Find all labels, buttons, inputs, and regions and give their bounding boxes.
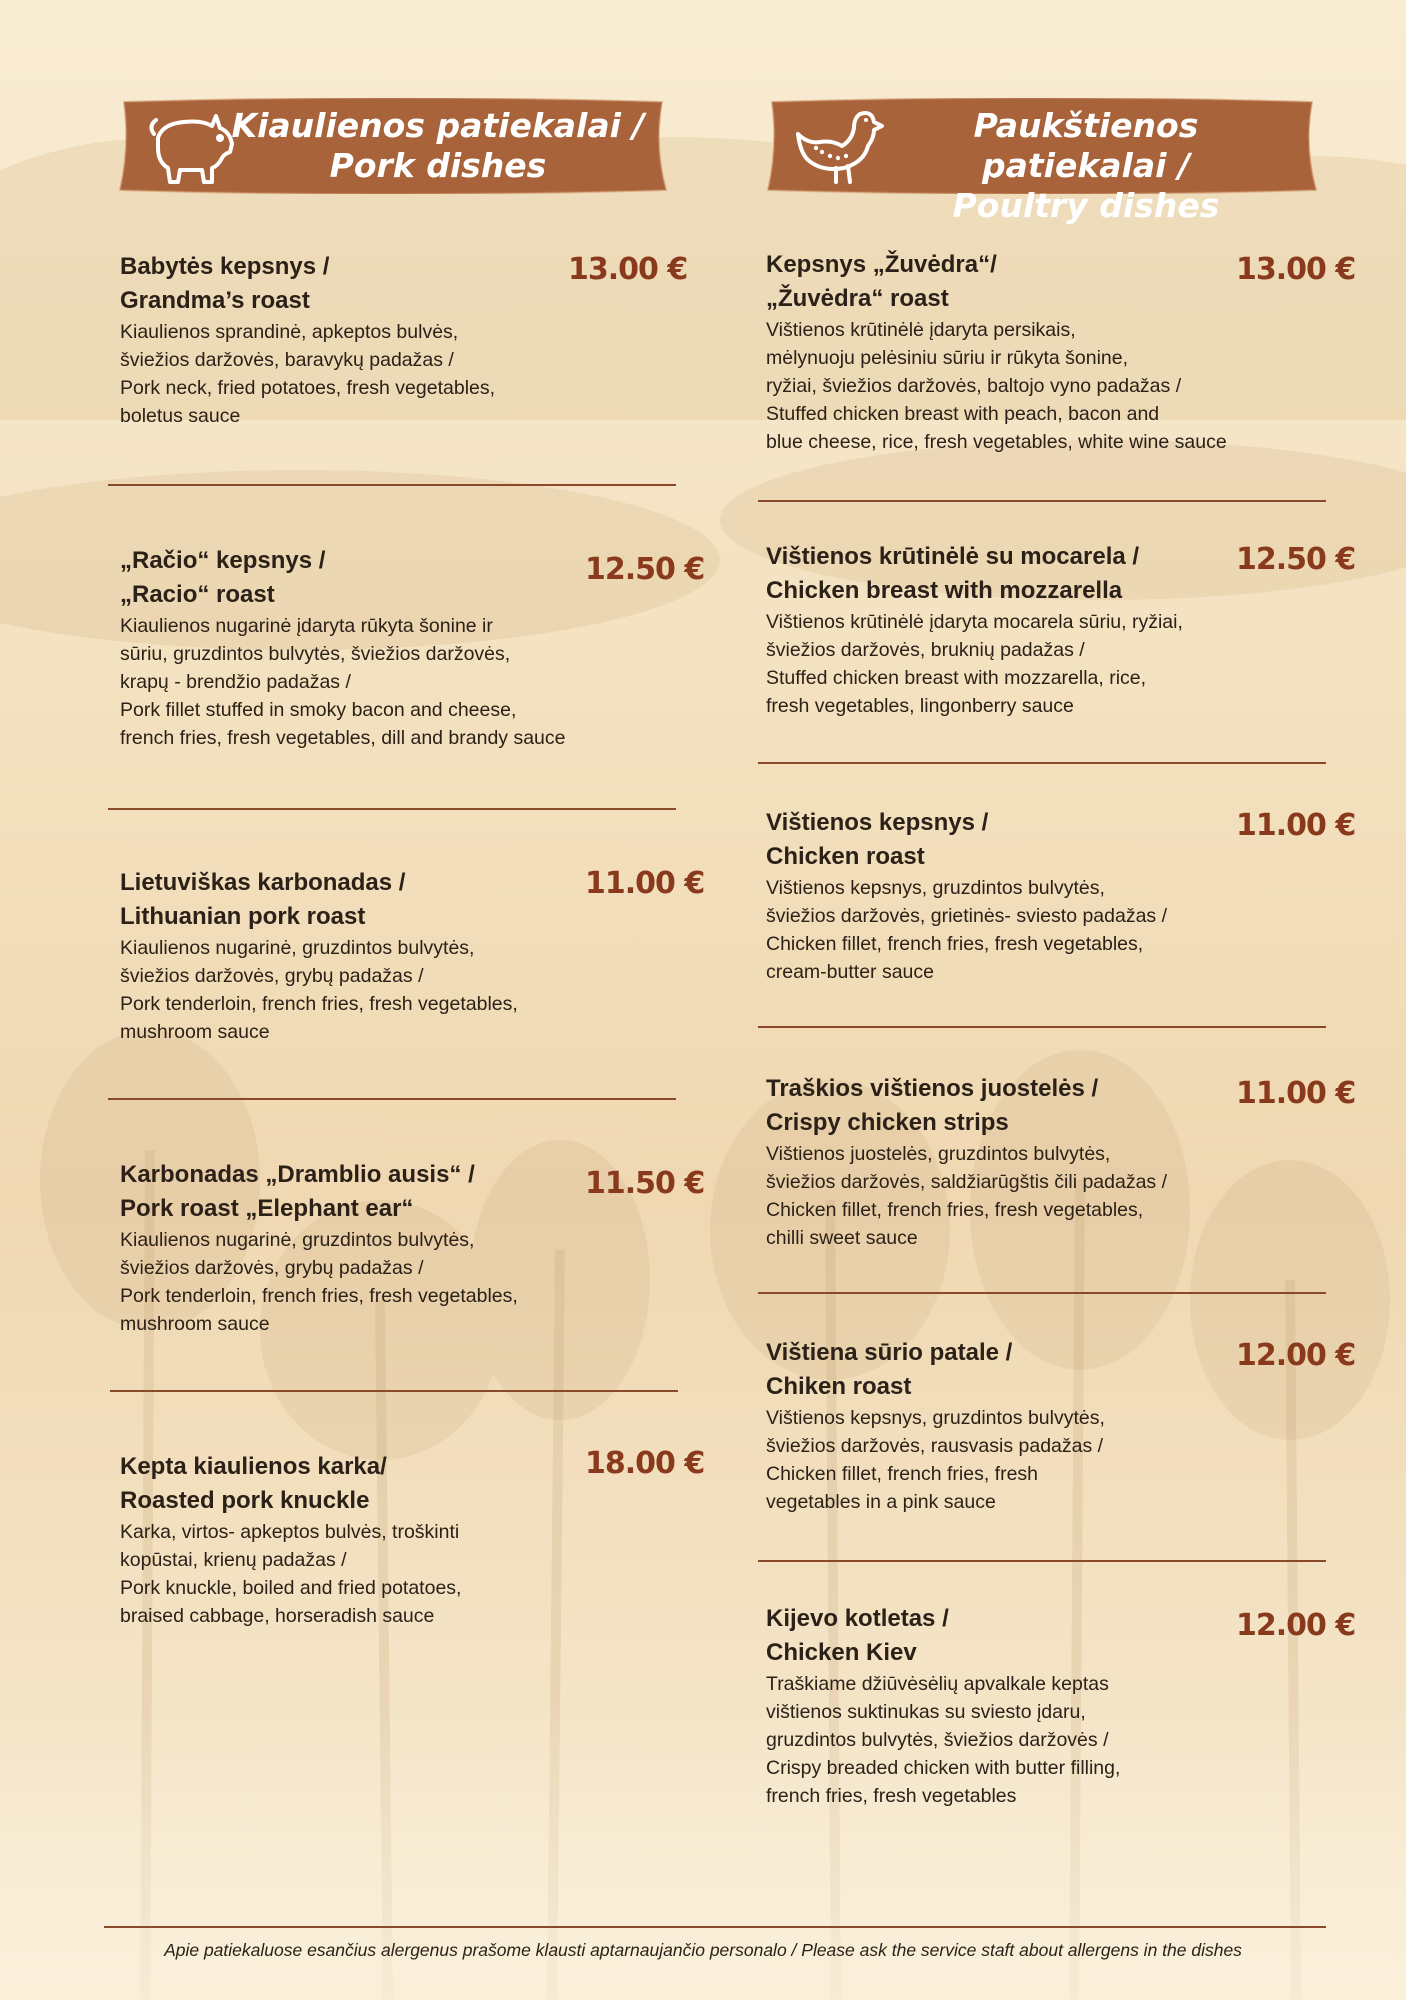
dish-name-line2: „Racio“ roast	[120, 581, 275, 608]
desc-line: mėlynuoju pelėsiniu sūriu ir rūkyta šonine,	[766, 347, 1129, 369]
desc-line: mushroom sauce	[120, 1021, 270, 1043]
divider	[110, 1390, 678, 1392]
desc-line: cream-butter sauce	[766, 961, 934, 983]
dish-name-line1: Vištienos kepsnys /	[766, 809, 989, 836]
dish-price: 12.50 €	[1236, 542, 1356, 577]
dish-price: 11.00 €	[1236, 1076, 1356, 1111]
dish-name-line1: Kijevo kotletas /	[766, 1605, 949, 1632]
dish-name-line1: Kepta kiaulienos karka/	[120, 1453, 387, 1480]
dish-description	[766, 608, 1326, 720]
desc-line: Traškiame džiūvėsėlių apvalkale keptas	[766, 1673, 1109, 1695]
desc-line: šviežios daržovės, saldžiarūgštis čili padažas /	[766, 1171, 1168, 1193]
desc-line: Chicken fillet, french fries, fresh vegetables,	[766, 933, 1144, 955]
dish-name-line1: Lietuviškas karbonadas /	[120, 869, 406, 896]
divider	[758, 1292, 1326, 1294]
desc-line: sūriu, gruzdintos bulvytės, šviežios daržovės,	[120, 643, 511, 665]
dish-name-line1: Vištiena sūrio patale /	[766, 1339, 1013, 1366]
dish-name-line2: Chicken breast with mozzarella	[766, 577, 1123, 604]
dish-description	[120, 1518, 650, 1630]
dish-name-line1: Traškios vištienos juostelės /	[766, 1075, 1099, 1102]
desc-line: Crispy breaded chicken with butter filling,	[766, 1757, 1121, 1779]
dish-name-line2: „Žuvėdra“ roast	[766, 285, 949, 312]
desc-line: mushroom sauce	[120, 1313, 270, 1335]
pork-title-line1: Kiaulienos patiekalai /	[231, 106, 645, 145]
desc-line: Pork knuckle, boiled and fried potatoes,	[120, 1577, 462, 1599]
dish-name-line1: Babytės kepsnys /	[120, 253, 330, 280]
desc-line: Pork fillet stuffed in smoky bacon and cheese,	[120, 699, 517, 721]
divider	[758, 500, 1326, 502]
desc-line: boletus sauce	[120, 405, 241, 427]
desc-line: blue cheese, rice, fresh vegetables, white wine sauce	[766, 431, 1227, 453]
desc-line: šviežios daržovės, bruknių padažas /	[766, 639, 1085, 661]
dish-description	[120, 318, 650, 430]
dish-price: 13.00 €	[568, 252, 688, 287]
desc-line: ryžiai, šviežios daržovės, baltojo vyno padažas /	[766, 375, 1182, 397]
pork-title-line2: Pork dishes	[329, 146, 547, 185]
desc-line: Kiaulienos nugarinė, gruzdintos bulvytės,	[120, 937, 475, 959]
dish-description	[120, 1226, 650, 1338]
desc-line: fresh vegetables, lingonberry sauce	[766, 695, 1074, 717]
desc-line: Pork tenderloin, french fries, fresh vegetables,	[120, 993, 518, 1015]
divider	[758, 1026, 1326, 1028]
divider	[108, 1098, 676, 1100]
dish-name-line1: Vištienos krūtinėlė su mocarela /	[766, 543, 1140, 570]
dish-price: 13.00 €	[1236, 252, 1356, 287]
divider	[108, 484, 676, 486]
footer-divider	[104, 1926, 1326, 1928]
dish-description	[766, 316, 1326, 456]
menu-item	[120, 1450, 650, 1630]
dish-description	[766, 1670, 1326, 1810]
desc-line: Chicken fillet, french fries, fresh vegetables,	[766, 1199, 1144, 1221]
poultry-title-line2: Poultry dishes	[952, 186, 1220, 225]
pig-icon	[146, 104, 238, 188]
dish-name-line1: Kepsnys „Žuvėdra“/	[766, 251, 997, 278]
poultry-section-banner	[766, 98, 1318, 225]
menu-item	[120, 866, 650, 1046]
desc-line: Vištienos kepsnys, gruzdintos bulvytės,	[766, 877, 1105, 899]
desc-line: Vištienos krūtinėlė įdaryta mocarela sūriu, ryžiai,	[766, 611, 1183, 633]
dish-name-line2: Crispy chicken strips	[766, 1109, 1009, 1136]
desc-line: Chicken fillet, french fries, fresh	[766, 1463, 1039, 1485]
desc-line: Stuffed chicken breast with peach, bacon and	[766, 403, 1160, 425]
desc-line: Stuffed chicken breast with mozzarella, rice,	[766, 667, 1147, 689]
desc-line: Kiaulienos sprandinė, apkeptos bulvės,	[120, 321, 459, 343]
desc-line: Karka, virtos- apkeptos bulvės, troškinti	[120, 1521, 460, 1543]
dish-price: 12.00 €	[1236, 1338, 1356, 1373]
desc-line: Vištienos kepsnys, gruzdintos bulvytės,	[766, 1407, 1105, 1429]
dish-name-line2: Roasted pork knuckle	[120, 1487, 370, 1514]
desc-line: braised cabbage, horseradish sauce	[120, 1605, 435, 1627]
desc-line: Pork tenderloin, french fries, fresh vegetables,	[120, 1285, 518, 1307]
dish-price: 12.00 €	[1236, 1608, 1356, 1643]
dish-description	[120, 612, 720, 752]
desc-line: kopūstai, krienų padažas /	[120, 1549, 347, 1571]
divider	[108, 808, 676, 810]
allergen-notice: Apie patiekaluose esančius alergenus prašome klausti aptarnaujančio personalo / Please ask the service staft about allergens in the dishes	[164, 1940, 1242, 1960]
desc-line: Vištienos juostelės, gruzdintos bulvytės,	[766, 1143, 1111, 1165]
dish-name-line2: Lithuanian pork roast	[120, 903, 366, 930]
desc-line: krapų - brendžio padažas /	[120, 671, 351, 693]
desc-line: vištienos suktinukas su sviesto įdaru,	[766, 1701, 1086, 1723]
dish-description	[120, 934, 650, 1046]
pork-section-banner	[118, 98, 668, 194]
desc-line: vegetables in a pink sauce	[766, 1491, 996, 1513]
dish-name-line2: Chicken roast	[766, 843, 925, 870]
dish-description	[766, 1140, 1326, 1252]
desc-line: šviežios daržovės, grietinės- sviesto padažas /	[766, 905, 1168, 927]
dish-name-line2: Grandma’s roast	[120, 287, 310, 314]
dish-name-line1: Karbonadas „Dramblio ausis“ /	[120, 1161, 475, 1188]
menu-item	[120, 1158, 650, 1338]
desc-line: šviežios daržovės, baravykų padažas /	[120, 349, 454, 371]
divider	[758, 1560, 1326, 1562]
hen-icon	[794, 104, 886, 188]
desc-line: Kiaulienos nugarinė, gruzdintos bulvytės,	[120, 1229, 475, 1251]
desc-line: french fries, fresh vegetables, dill and brandy sauce	[120, 727, 566, 749]
desc-line: šviežios daržovės, rausvasis padažas /	[766, 1435, 1104, 1457]
dish-description	[766, 1404, 1326, 1516]
dish-name-line1: „Račio“ kepsnys /	[120, 547, 326, 574]
desc-line: french fries, fresh vegetables	[766, 1785, 1017, 1807]
divider	[758, 762, 1326, 764]
dish-name-line2: Pork roast „Elephant ear“	[120, 1195, 414, 1222]
desc-line: šviežios daržovės, grybų padažas /	[120, 1257, 424, 1279]
poultry-title-line1: Paukštienos patiekalai /	[973, 106, 1199, 185]
desc-line: Pork neck, fried potatoes, fresh vegetables,	[120, 377, 496, 399]
dish-price: 11.00 €	[585, 866, 705, 901]
desc-line: chilli sweet sauce	[766, 1227, 918, 1249]
desc-line: Kiaulienos nugarinė įdaryta rūkyta šonine ir	[120, 615, 493, 637]
dish-name-line2: Chicken Kiev	[766, 1639, 917, 1666]
desc-line: Vištienos krūtinėlė įdaryta persikais,	[766, 319, 1076, 341]
dish-description	[766, 874, 1326, 986]
desc-line: šviežios daržovės, grybų padažas /	[120, 965, 424, 987]
desc-line: gruzdintos bulvytės, šviežios daržovės /	[766, 1729, 1109, 1751]
dish-name-line2: Chiken roast	[766, 1373, 912, 1400]
dish-price: 11.50 €	[585, 1166, 705, 1201]
dish-price: 11.00 €	[1236, 808, 1356, 843]
dish-price: 12.50 €	[585, 552, 705, 587]
dish-price: 18.00 €	[585, 1446, 705, 1481]
